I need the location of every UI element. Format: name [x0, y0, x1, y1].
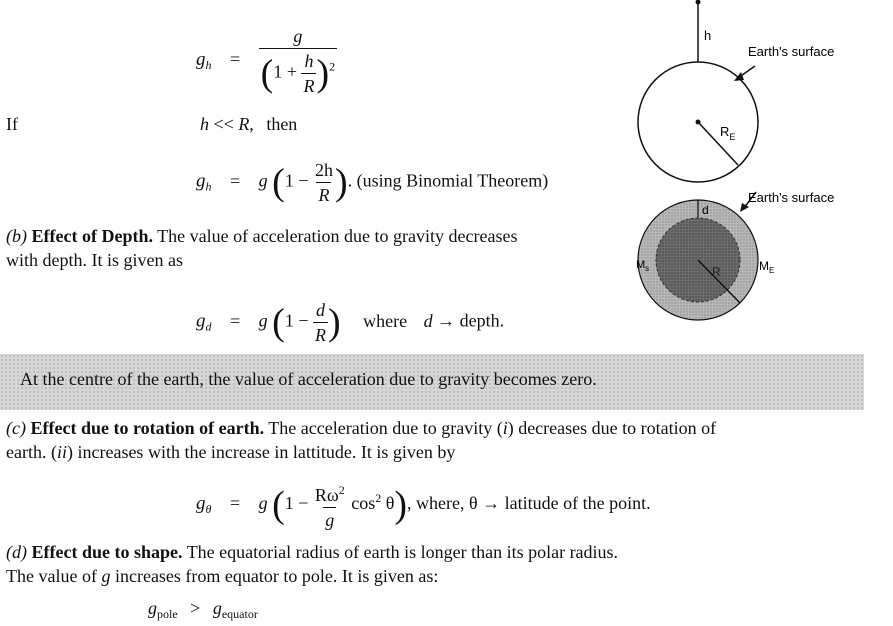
- eq1-den-R: R: [301, 73, 316, 98]
- eq-gh-height: $g_h$ = g (1 + $\frac{h}{R}$ )$^2$: [196, 26, 336, 96]
- depth-heading: Effect of Depth.: [31, 226, 153, 246]
- eq1-den-h: h: [304, 51, 314, 71]
- surface-label-top: Earth's surface: [748, 44, 835, 59]
- highlight-text: At the centre of the earth, the value of acceleration due to gravity becomes zero.: [20, 369, 597, 389]
- shape-paragraph: (d) Effect due to shape. The equatorial radius of earth is longer than its polar radius. The value of g increases from equator to pole. It is given as:: [6, 542, 619, 586]
- height-label: h: [704, 28, 712, 43]
- arrow-head: [734, 72, 744, 81]
- eq-lhs-sub: h: [205, 58, 212, 73]
- eq1-den-one: 1 +: [273, 61, 297, 82]
- rotation-paragraph: (c) Effect due to rotation of earth. The acceleration due to gravity (i) decreases due to rotation of earth. (ii) increases with the increase in lattitude. It is given by: [6, 418, 717, 462]
- depth-paragraph: (b) Effect of Depth. The value of acceleration due to gravity decreases with depth. It is given as: [6, 226, 518, 270]
- r-label: R: [712, 265, 721, 279]
- ms-label: $M_s$: [636, 259, 650, 273]
- eq-gh-binomial: $g_h = g$ (1 − $\frac{2h}{R}$ ). (using Binomial Theorem): [196, 160, 549, 205]
- depth-diagram: [620, 182, 890, 332]
- highlight-box: [0, 354, 864, 410]
- depth-label: d: [702, 203, 709, 217]
- eq1-denominator: (1 + $\frac{h}{R}$ )$^2$: [259, 48, 337, 98]
- radius-line: [698, 122, 738, 165]
- me-label: $M_E$: [759, 259, 775, 275]
- point-marker: [696, 0, 701, 5]
- rotation-heading: Effect due to rotation of earth.: [30, 418, 265, 438]
- eq-lhs-var: g: [196, 49, 206, 71]
- condition-line: h << R, then: [200, 114, 298, 134]
- eq1-numerator: g: [293, 26, 303, 46]
- pole-equator-inequality: $g_{pole} > g_{equator}$: [148, 598, 258, 621]
- radius-label: $R_E$: [720, 124, 736, 142]
- surface-label-bottom: Earth's surface: [748, 190, 835, 205]
- if-label: If: [6, 114, 18, 134]
- height-diagram: [620, 0, 890, 185]
- eq-gtheta-rotation: $g_\theta = g$ (1 − $\frac{R\omega^2}{g}$ $\cos^2 \theta$), where, θ → latitude of the point.: [196, 483, 651, 530]
- binomial-note: . (using Binomial Theorem): [347, 170, 549, 191]
- eq1-power: 2: [329, 59, 336, 74]
- eq-gd-depth: $g_d = g$ (1 − $\frac{d}{R}$ ) where d → depth.: [196, 300, 505, 345]
- shape-heading: Effect due to shape.: [31, 542, 183, 562]
- eq1-fraction: [259, 24, 337, 98]
